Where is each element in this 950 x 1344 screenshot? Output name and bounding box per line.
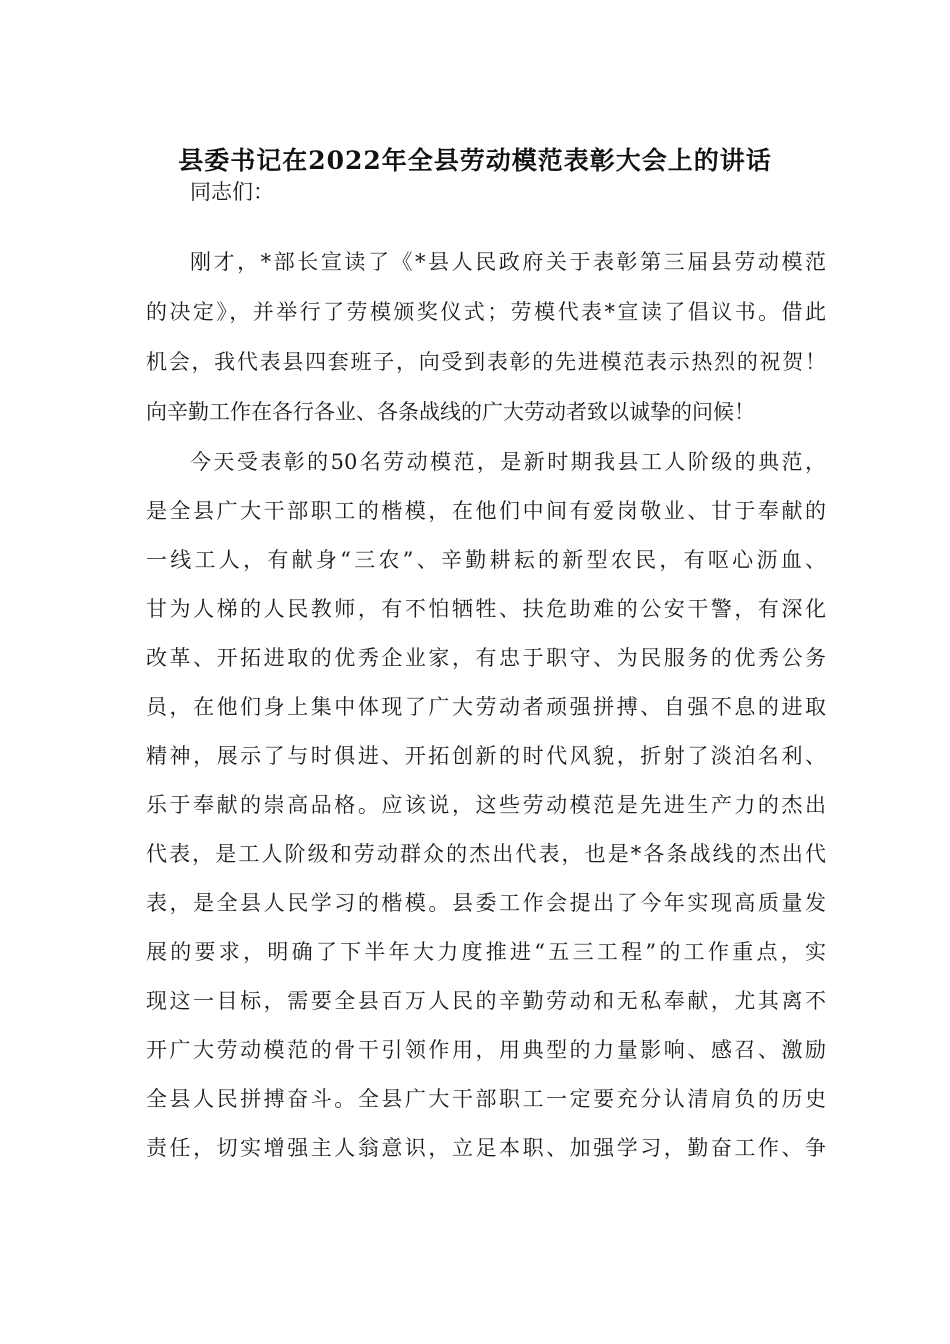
paragraph-line: 表，是全县人民学习的楷模。县委工作会提出了今年实现高质量发 [146, 891, 826, 915]
paragraph-line: 展的要求，明确了下半年大力度推进“五三工程”的工作重点，实 [146, 940, 826, 964]
paragraph-line: 全县人民拼搏奋斗。全县广大干部职工一定要充分认清肩负的历史 [146, 1087, 826, 1111]
paragraph-line: 责任，切实增强主人翁意识，立足本职、加强学习，勤奋工作、争 [146, 1136, 826, 1160]
paragraph-line: 开广大劳动模范的骨干引领作用，用典型的力量影响、感召、激励 [146, 1038, 826, 1062]
paragraph-line: 的决定》，并举行了劳模颁奖仪式；劳模代表*宣读了倡议书。借此 [146, 300, 826, 324]
document-title: 县委书记在2022年全县劳动模范表彰大会上的讲话 [178, 146, 772, 175]
paragraph-line: 甘为人梯的人民教师，有不怕牺牲、扶危助难的公安干警，有深化 [146, 597, 826, 621]
paragraph-line: 机会，我代表县四套班子，向受到表彰的先进模范表示热烈的祝贺！ [146, 350, 826, 374]
paragraph-line: 代表，是工人阶级和劳动群众的杰出代表，也是*各条战线的杰出代 [146, 842, 826, 866]
paragraph-line: 乐于奉献的崇高品格。应该说，这些劳动模范是先进生产力的杰出 [146, 793, 826, 817]
paragraph-line: 员，在他们身上集中体现了广大劳动者顽强拼搏、自强不息的进取 [146, 695, 826, 719]
paragraph-line: 是全县广大干部职工的楷模，在他们中间有爱岗敬业、甘于奉献的 [146, 499, 826, 523]
paragraph-line: 向辛勤工作在各行各业、各条战线的广大劳动者致以诚挚的问候！ [146, 400, 755, 424]
paragraph-line: 改革、开拓进取的优秀企业家，有忠于职守、为民服务的优秀公务 [146, 646, 826, 670]
paragraph-line: 刚才，*部长宣读了《*县人民政府关于表彰第三届县劳动模范 [190, 250, 826, 274]
paragraph-line: 一线工人，有献身“三农”、辛勤耕耘的新型农民，有呕心沥血、 [146, 548, 826, 572]
salutation: 同志们： [190, 180, 274, 204]
paragraph-line: 精神，展示了与时俱进、开拓创新的时代风貌，折射了淡泊名利、 [146, 744, 826, 768]
paragraph-line: 今天受表彰的50名劳动模范，是新时期我县工人阶级的典范， [190, 450, 826, 474]
paragraph-line: 现这一目标，需要全县百万人民的辛勤劳动和无私奉献，尤其离不 [146, 989, 826, 1013]
